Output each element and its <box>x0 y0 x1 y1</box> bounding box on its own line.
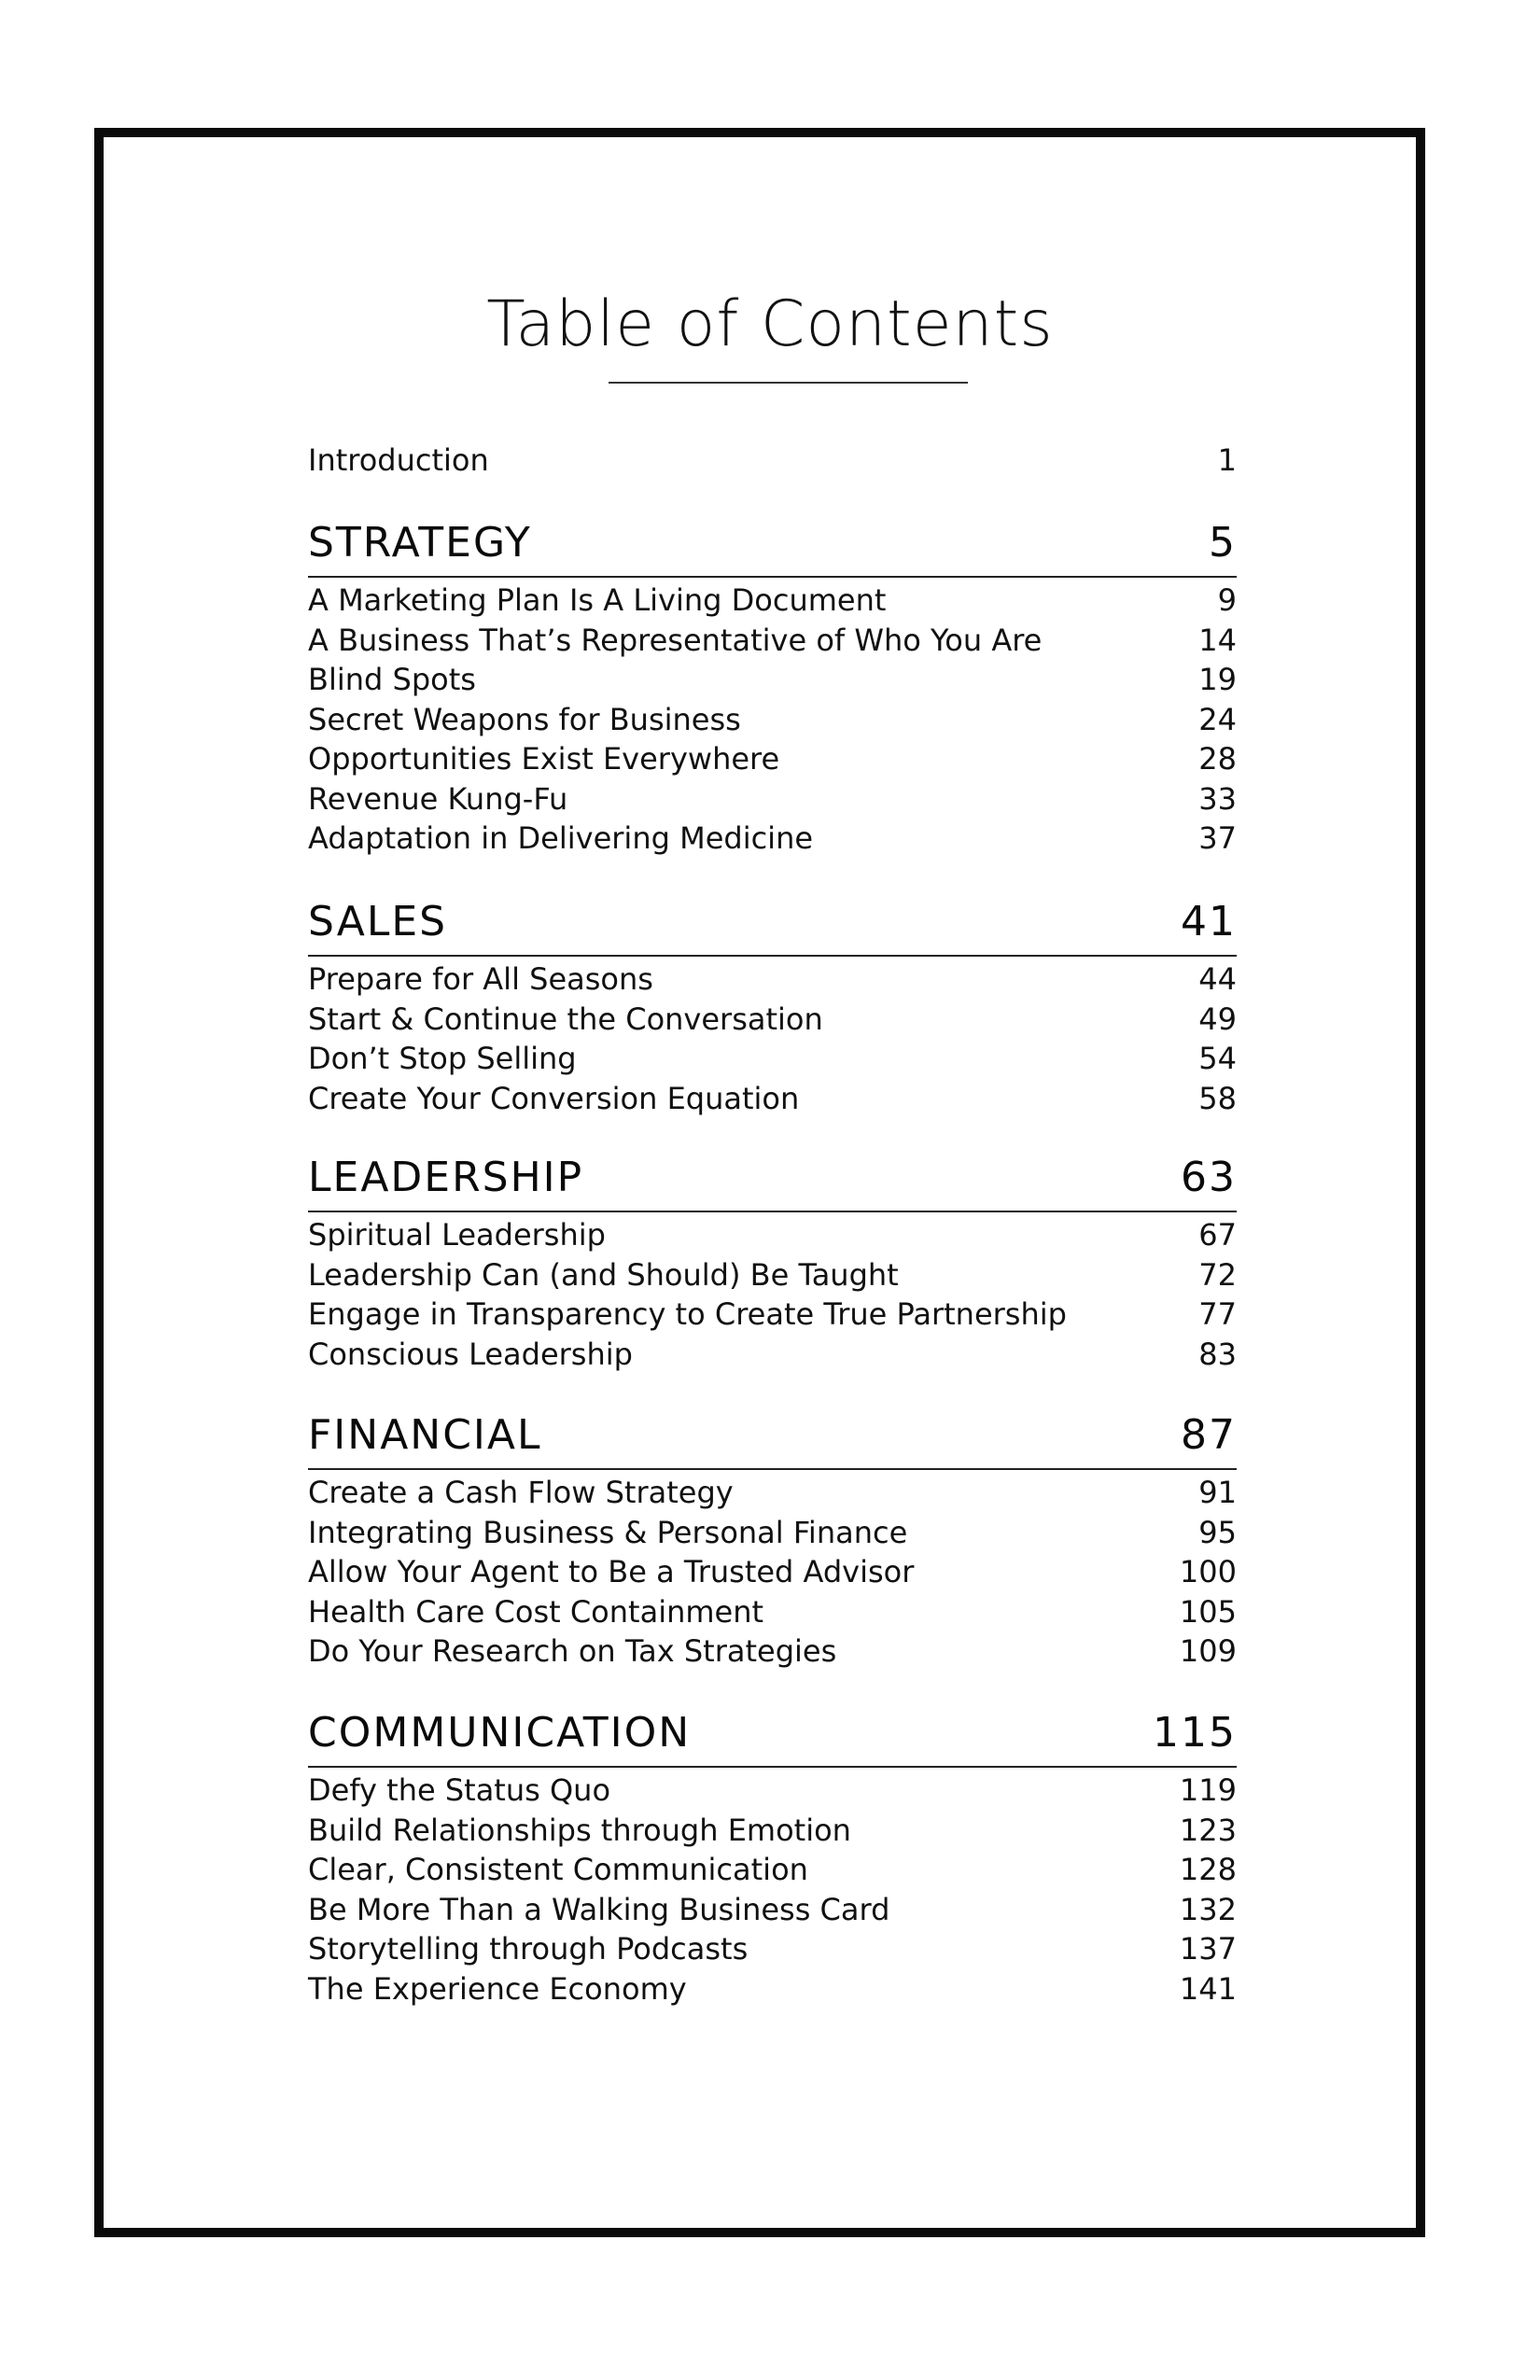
toc-entry-page: 109 <box>1179 1633 1237 1669</box>
toc-entry-page: 33 <box>1198 780 1237 817</box>
toc-entry-label: Allow Your Agent to Be a Trusted Advisor <box>308 1554 915 1589</box>
toc-entry-page: 91 <box>1198 1475 1237 1510</box>
toc-entry-page: 19 <box>1198 662 1237 697</box>
toc-entry-page: 123 <box>1179 1812 1237 1848</box>
toc-entry-label: Defy the Status Quo <box>308 1772 611 1808</box>
toc-entry-label: A Marketing Plan Is A Living Document <box>308 582 887 618</box>
toc-entry[interactable] <box>308 1041 1237 1076</box>
toc-entry[interactable] <box>308 1931 1237 1967</box>
toc-entry-page: 100 <box>1179 1554 1237 1589</box>
toc-entry-label: Blind Spots <box>308 662 476 697</box>
section-heading-page: 115 <box>1153 1709 1237 1757</box>
section-heading-sales[interactable] <box>308 898 1237 945</box>
toc-entry-label: Leadership Can (and Should) Be Taught <box>308 1256 899 1293</box>
toc-entry-page: 1 <box>1217 442 1237 478</box>
toc-entry-page: 77 <box>1198 1296 1237 1332</box>
toc-entry-page: 105 <box>1179 1593 1237 1630</box>
section-divider <box>308 1468 1237 1470</box>
toc-entry[interactable] <box>308 1296 1237 1332</box>
section-heading-page: 41 <box>1181 898 1237 945</box>
toc-entry-page: 83 <box>1198 1336 1237 1372</box>
toc-entry[interactable] <box>308 1081 1237 1116</box>
toc-entry-page: 95 <box>1198 1514 1237 1550</box>
title-underline <box>609 382 968 384</box>
toc-entry[interactable] <box>308 1515 1237 1550</box>
toc-entry-label: Start & Continue the Conversation <box>308 1001 823 1037</box>
toc-entry-label: Clear, Consistent Communication <box>308 1852 808 1887</box>
section-heading-label: STRATEGY <box>308 519 532 567</box>
toc-entry-page: 24 <box>1198 701 1237 737</box>
toc-entry-label: Create a Cash Flow Strategy <box>308 1475 734 1510</box>
section-heading-communication[interactable] <box>308 1709 1237 1757</box>
toc-entry[interactable] <box>308 582 1237 618</box>
toc-entry-label: Create Your Conversion Equation <box>308 1080 800 1116</box>
toc-entry-label: Do Your Research on Tax Strategies <box>308 1633 837 1669</box>
toc-entry-label: Introduction <box>308 442 489 478</box>
toc-entry-page: 137 <box>1179 1931 1237 1967</box>
toc-entry-label: Don’t Stop Selling <box>308 1041 577 1076</box>
page-title: Table of Contents <box>486 287 1054 361</box>
section-divider <box>308 1211 1237 1212</box>
section-heading-page: 63 <box>1181 1154 1237 1201</box>
toc-entry-label: Revenue Kung-Fu <box>308 780 568 817</box>
toc-entry[interactable] <box>308 820 1237 856</box>
toc-entry[interactable] <box>308 1337 1237 1372</box>
toc-entry[interactable] <box>308 1633 1237 1669</box>
toc-entry-page: 9 <box>1217 582 1237 618</box>
toc-entry[interactable] <box>308 781 1237 817</box>
toc-entry-page: 54 <box>1198 1041 1237 1076</box>
toc-entry-page: 72 <box>1198 1256 1237 1293</box>
toc-entry[interactable] <box>308 1257 1237 1293</box>
toc-entry-label: Build Relationships through Emotion <box>308 1812 851 1848</box>
toc-entry[interactable] <box>308 662 1237 697</box>
toc-entry[interactable] <box>308 1892 1237 1927</box>
toc-entry[interactable] <box>308 1852 1237 1887</box>
toc-entry[interactable] <box>308 1772 1237 1808</box>
toc-entry[interactable] <box>308 961 1237 997</box>
section-heading-label: LEADERSHIP <box>308 1154 584 1201</box>
section-heading-strategy[interactable] <box>308 519 1237 567</box>
toc-entry-page: 141 <box>1179 1970 1237 2007</box>
toc-entry-page: 132 <box>1179 1891 1237 1927</box>
section-divider <box>308 576 1237 578</box>
toc-entry-label: Spiritual Leadership <box>308 1217 606 1253</box>
toc-entry-page: 119 <box>1179 1772 1237 1808</box>
toc-entry[interactable] <box>308 1554 1237 1589</box>
section-heading-leadership[interactable] <box>308 1154 1237 1201</box>
toc-entry-page: 14 <box>1198 622 1237 658</box>
section-heading-page: 5 <box>1209 519 1237 567</box>
toc-entry[interactable] <box>308 741 1237 777</box>
toc-entry-label: Adaptation in Delivering Medicine <box>308 820 814 856</box>
toc-entry-label: The Experience Economy <box>308 1970 687 2007</box>
section-divider <box>308 1766 1237 1768</box>
toc-entry-page: 37 <box>1198 820 1237 856</box>
toc-entry-page: 128 <box>1179 1852 1237 1887</box>
toc-entry[interactable] <box>308 1217 1237 1253</box>
section-heading-label: SALES <box>308 898 448 945</box>
section-heading-page: 87 <box>1181 1411 1237 1459</box>
toc-entry-label: Conscious Leadership <box>308 1336 633 1372</box>
toc-entry[interactable] <box>308 623 1237 658</box>
toc-entry[interactable] <box>308 1813 1237 1848</box>
toc-entry-label: A Business That’s Representative of Who You Are <box>308 622 1043 658</box>
toc-entry[interactable] <box>308 702 1237 737</box>
section-heading-financial[interactable] <box>308 1411 1237 1459</box>
toc-entry-label: Storytelling through Podcasts <box>308 1931 749 1967</box>
section-divider <box>308 955 1237 957</box>
toc-entry[interactable] <box>308 1971 1237 2007</box>
toc-entry-label: Integrating Business & Personal Finance <box>308 1514 908 1550</box>
toc-entry-page: 58 <box>1198 1080 1237 1116</box>
toc-entry[interactable] <box>308 1475 1237 1510</box>
toc-entry-label: Prepare for All Seasons <box>308 961 653 997</box>
section-heading-label: COMMUNICATION <box>308 1709 692 1757</box>
toc-entry-page: 67 <box>1198 1217 1237 1253</box>
toc-entry-label: Secret Weapons for Business <box>308 701 741 737</box>
toc-entry[interactable] <box>308 1594 1237 1630</box>
toc-entry-page: 44 <box>1198 961 1237 997</box>
toc-entry-label: Opportunities Exist Everywhere <box>308 741 780 777</box>
toc-entry-introduction[interactable] <box>308 442 1237 478</box>
section-heading-label: FINANCIAL <box>308 1411 542 1459</box>
toc-entry[interactable] <box>308 1001 1237 1037</box>
toc-entry-page: 28 <box>1198 741 1237 777</box>
toc-entry-label: Health Care Cost Containment <box>308 1593 764 1630</box>
toc-entry-page: 49 <box>1198 1001 1237 1037</box>
toc-entry-label: Engage in Transparency to Create True Partnership <box>308 1296 1067 1332</box>
toc-entry-label: Be More Than a Walking Business Card <box>308 1891 890 1927</box>
